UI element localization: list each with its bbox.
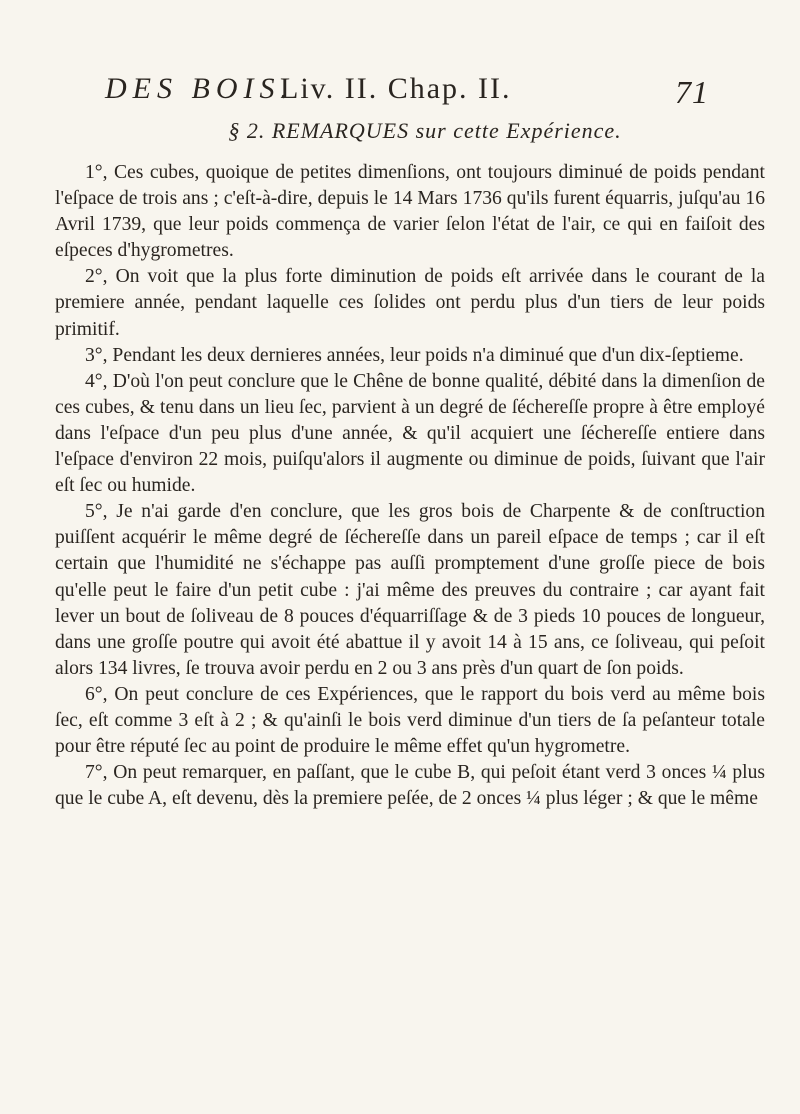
- page-number: 71: [675, 74, 709, 110]
- paragraph-7: 7°, On peut remarquer, en paſſant, que le cube B, qui peſoit étant verd 3 onces ¼ plus que le cube A, eſt devenu, dès la premiere peſée, de 2 onces ¼ plus léger ; & que le même: [55, 762, 765, 810]
- paragraph-5: 5°, Je n'ai garde d'en conclure, que les gros bois de Charpente & de conſtruction puiſſent acquérir le même degré de ſéchereſſe dans un pareil eſpace de temps ; car il eſt certain que l'humidité ne s'échappe pas auſſi promptement d'une groſſe piece de bois qu'elle peut le faire d'un petit cube : j'ai même des preuves du contraire ; car ayant fait lever un bout de ſoliveau de 8 pouces d'équarriſſage & de 3 pieds 10 pouces de longueur, dans une groſſe poutre qui avoit été abattue il y avoit 14 à 15 ans, ce ſoliveau, qui peſoit alors 134 livres, ſe trouva avoir perdu en 2 ou 3 ans près d'un quart de ſon poids.: [55, 501, 765, 679]
- paragraph-2: 2°, On voit que la plus forte diminution de poids eſt arrivée dans le courant de la premiere année, pendant laquelle ces ſolides ont perdu plus d'un tiers de leur poids primitif.: [55, 266, 765, 340]
- paragraph-4: 4°, D'où l'on peut conclure que le Chêne de bonne qualité, débité dans la dimenſion de ces cubes, & tenu dans un lieu ſec, parvient à un degré de ſéchereſſe propre à être employé dans l'eſpace d'un peu plus d'une année, & qu'il acquiert une ſéchereſſe entiere dans l'eſpace d'environ 22 mois, puiſqu'alors il augmente ou diminue de poids, ſuivant que l'air eſt ſec ou humide.: [55, 370, 765, 497]
- running-header: [105, 72, 709, 112]
- paragraph-1: 1°, Ces cubes, quoique de petites dimenſions, ont toujours diminué de poids pendant l'eſpace de trois ans ; c'eſt-à-dire, depuis le 14 Mars 1736 qu'ils furent équarris, juſqu'au 16 Avril 1739, que leur poids commença de varier ſelon l'état de l'air, ce qui en faiſoit des eſpeces d'hygrometres.: [55, 162, 765, 262]
- paragraph-3: 3°, Pendant les deux dernieres années, leur poids n'a diminué que d'un dix-ſeptieme.: [85, 344, 744, 366]
- header-left-title: DES BOIS.: [105, 72, 294, 105]
- body-text: [55, 160, 765, 812]
- paragraph-6: 6°, On peut conclure de ces Expériences, que le rapport du bois verd au même bois ſec, eſt comme 3 eſt à 2 ; & qu'ainſi le bois verd diminue d'un tiers de ſa peſanteur totale pour être réputé ſec au point de produire le même effet qu'un hygrometre.: [55, 683, 765, 758]
- header-chapter-ref: Liv. II. Chap. II.: [280, 72, 512, 105]
- section-title: § 2. REMARQUES sur cette Expérience.: [228, 118, 622, 143]
